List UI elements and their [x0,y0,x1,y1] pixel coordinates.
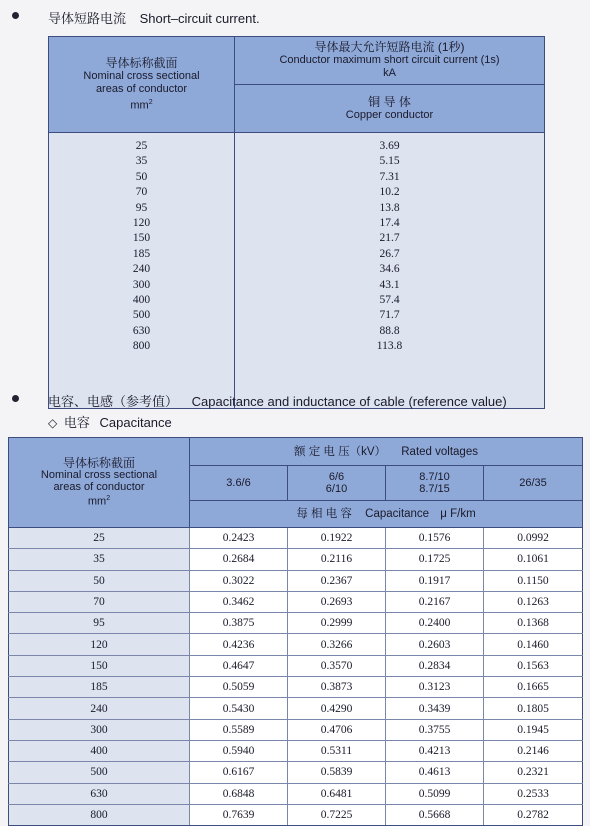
t1-size-item: 35 [135,155,148,168]
t2-value-cell: 0.2533 [484,783,583,804]
t2-value-cell: 0.2146 [484,740,583,761]
capacitance-subheading [48,412,172,431]
section2-heading [48,391,507,410]
t2-col1-en1: Nominal cross sectional [40,469,158,482]
t1-col2-unit: kA [383,67,396,79]
t2-value-cell: 0.1061 [484,549,583,570]
t2-row [9,740,583,761]
t2-value-cell: 0.2167 [386,591,484,612]
t2-voltage-zh: 额 定 电 压（kV） [294,445,387,458]
t1-sizes-list [49,133,234,358]
t2-voltage-header [190,438,583,466]
t2-value-cell: 0.1665 [484,677,583,698]
t1-currents-list [235,133,544,358]
capacitance-table [8,437,583,826]
t2-size-cell: 25 [9,528,190,549]
t2-value-cell: 0.3266 [288,634,386,655]
t2-value-cell: 0.3873 [288,677,386,698]
t2-col1-en2: areas of conductor [53,481,145,494]
t1-size-item: 400 [132,293,151,306]
t2-value-cell: 0.7225 [288,804,386,825]
t1-size-item: 120 [132,216,151,229]
t2-value-cell: 0.4213 [386,740,484,761]
t2-cap-en: Capacitance [365,508,430,520]
t2-row [9,634,583,655]
section1-heading-en: Short–circuit current. [139,11,260,26]
t2-value-cell: 0.2999 [288,613,386,634]
t2-value-cell: 0.2684 [190,549,288,570]
t2-value-cell: 0.3570 [288,655,386,676]
capacitance-subheading-zh: 电容 [63,415,90,430]
t2-value-cell: 0.3755 [386,719,484,740]
t2-value-cell: 0.6167 [190,762,288,783]
t1-current-item: 113.8 [376,340,403,353]
t2-row [9,655,583,676]
t2-value-cell: 0.4706 [288,719,386,740]
t2-value-cell: 0.2423 [190,528,288,549]
t2-value-cell: 0.1563 [484,655,583,676]
t1-size-item: 50 [135,170,148,183]
t2-value-cell: 0.1922 [288,528,386,549]
t2-row [9,591,583,612]
t1-current-item: 21.7 [379,232,400,245]
t2-size-cell: 150 [9,655,190,676]
t2-row [9,804,583,825]
t1-current-item: 5.15 [379,155,400,168]
t2-size-cell: 50 [9,570,190,591]
t2-unit-text: mm [87,495,107,508]
diamond-icon: ◇ [48,416,58,430]
t2-row [9,570,583,591]
t1-size-item: 70 [135,186,148,199]
t2-cap-zh: 每 相 电 容 [296,508,352,520]
section1-heading-zh: 导体短路电流 [48,11,127,26]
t2-size-cell: 70 [9,591,190,612]
t2-col1-unit [9,493,189,508]
t1-size-item: 185 [132,247,151,260]
t1-subheader [235,85,545,133]
t2-value-cell: 0.5839 [288,762,386,783]
capacitance-subheading-en: Capacitance [99,415,172,430]
t2-size-cell: 240 [9,698,190,719]
t2-value-cell: 0.5430 [190,698,288,719]
t2-value-cell: 0.3875 [190,613,288,634]
t1-size-item: 500 [132,309,151,322]
t2-size-cell: 800 [9,804,190,825]
t2-col1-header [9,438,190,528]
t2-value-cell: 0.5940 [190,740,288,761]
t2-size-cell: 95 [9,613,190,634]
t2-value-cell: 0.3123 [386,677,484,698]
t2-size-cell: 35 [9,549,190,570]
t1-current-item: 43.1 [379,278,400,291]
t2-row [9,762,583,783]
t1-current-item: 57.4 [379,293,400,306]
t2-col1-zh: 导体标称截面 [62,456,135,471]
t2-size-cell: 185 [9,677,190,698]
t2-unit-sup: 2 [106,495,111,503]
t2-value-cell: 0.3462 [190,591,288,612]
t2-value-cell: 0.6848 [190,783,288,804]
bullet-icon [12,12,19,19]
t2-value-cell: 0.5059 [190,677,288,698]
t2-value-cell: 0.5311 [288,740,386,761]
t2-row [9,783,583,804]
short-circuit-table [48,36,545,409]
t2-v3-l1: 8.7/10 [419,471,450,483]
t2-value-cell: 0.1368 [484,613,583,634]
t2-value-cell: 0.5668 [386,804,484,825]
t1-size-item: 95 [135,201,148,214]
t2-voltage-col-4 [484,466,583,501]
t1-current-item: 34.6 [379,263,400,276]
t2-size-cell: 400 [9,740,190,761]
t1-col1-header [49,37,235,133]
t1-col1-en2: areas of conductor [95,82,188,95]
t1-col2-header [235,37,545,85]
t2-v2-l1: 6/6 [328,471,345,483]
t2-value-cell: 0.0992 [484,528,583,549]
t1-col1-zh: 导体标称截面 [105,55,178,70]
t2-value-cell: 0.1263 [484,591,583,612]
t2-voltage-col-3 [386,466,484,501]
t2-value-cell: 0.4647 [190,655,288,676]
t1-col1-en1: Nominal cross sectional [83,69,200,82]
t1-size-item: 300 [132,278,151,291]
t2-v4-l1: 26/35 [519,477,547,489]
t2-value-cell: 0.2321 [484,762,583,783]
t2-value-cell: 0.4613 [386,762,484,783]
t1-sizes-cell [49,133,235,409]
t2-voltage-col-1 [190,466,288,501]
t2-v3-l2: 8.7/15 [419,483,450,495]
t2-value-cell: 0.1576 [386,528,484,549]
t1-col2-zh: 导体最大允许短路电流 (1秒) [314,40,465,54]
t2-body [9,528,583,826]
t1-current-item: 71.7 [379,309,400,322]
t2-value-cell: 0.3022 [190,570,288,591]
t1-unit-text: mm [130,99,149,112]
t2-value-cell: 0.5099 [386,783,484,804]
t1-col2-en: Conductor maximum short circuit current (1s) [279,54,500,66]
t1-unit-sup: 2 [148,98,153,106]
t2-row [9,677,583,698]
t1-current-item: 26.7 [379,247,400,260]
t2-value-cell: 0.2834 [386,655,484,676]
bullet-icon [12,395,19,402]
t2-voltage-en: Rated voltages [401,445,478,458]
t2-value-cell: 0.1150 [484,570,583,591]
t2-v1-l1: 3.6/6 [226,477,251,489]
t2-row [9,528,583,549]
t2-value-cell: 0.2116 [288,549,386,570]
t2-row [9,698,583,719]
t1-current-item: 10.2 [379,186,400,199]
t2-capacitance-header [190,501,583,528]
t2-value-cell: 0.2782 [484,804,583,825]
t1-size-item: 630 [132,324,151,337]
section2-heading-en: Capacitance and inductance of cable (reference value) [191,394,507,409]
t2-value-cell: 0.4236 [190,634,288,655]
t2-row [9,549,583,570]
t2-value-cell: 0.1725 [386,549,484,570]
t1-size-item: 240 [132,263,151,276]
t2-value-cell: 0.2693 [288,591,386,612]
t2-value-cell: 0.5589 [190,719,288,740]
section2-heading-zh: 电容、电感（参考值） [48,394,179,409]
t2-size-cell: 120 [9,634,190,655]
t2-value-cell: 0.1917 [386,570,484,591]
t1-current-item: 3.69 [379,140,400,152]
t1-current-item: 88.8 [379,324,400,337]
t2-value-cell: 0.7639 [190,804,288,825]
t1-sub-en: Copper conductor [345,108,434,121]
t2-value-cell: 0.2367 [288,570,386,591]
t2-value-cell: 0.1945 [484,719,583,740]
t1-size-item: 800 [132,340,151,353]
t1-current-item: 13.8 [379,201,400,214]
t2-size-cell: 300 [9,719,190,740]
t1-current-item: 17.4 [379,216,400,229]
t2-size-cell: 630 [9,783,190,804]
t1-current-item: 7.31 [379,170,400,183]
t2-value-cell: 0.2400 [386,613,484,634]
t2-value-cell: 0.1805 [484,698,583,719]
t1-sub-zh: 铜 导 体 [368,94,411,109]
t2-value-cell: 0.6481 [288,783,386,804]
t2-row [9,719,583,740]
t1-size-item: 25 [135,140,148,152]
t2-row [9,613,583,634]
t1-currents-cell [235,133,545,409]
t2-cap-unit: μ F/km [440,508,476,520]
t2-value-cell: 0.3439 [386,698,484,719]
t2-size-cell: 500 [9,762,190,783]
t2-v2-l2: 6/10 [325,483,348,495]
t1-col1-unit [49,96,234,113]
t2-value-cell: 0.4290 [288,698,386,719]
t1-size-item: 150 [132,232,151,245]
section1-heading [48,8,260,27]
t2-value-cell: 0.1460 [484,634,583,655]
t2-voltage-col-2 [288,466,386,501]
t2-value-cell: 0.2603 [386,634,484,655]
